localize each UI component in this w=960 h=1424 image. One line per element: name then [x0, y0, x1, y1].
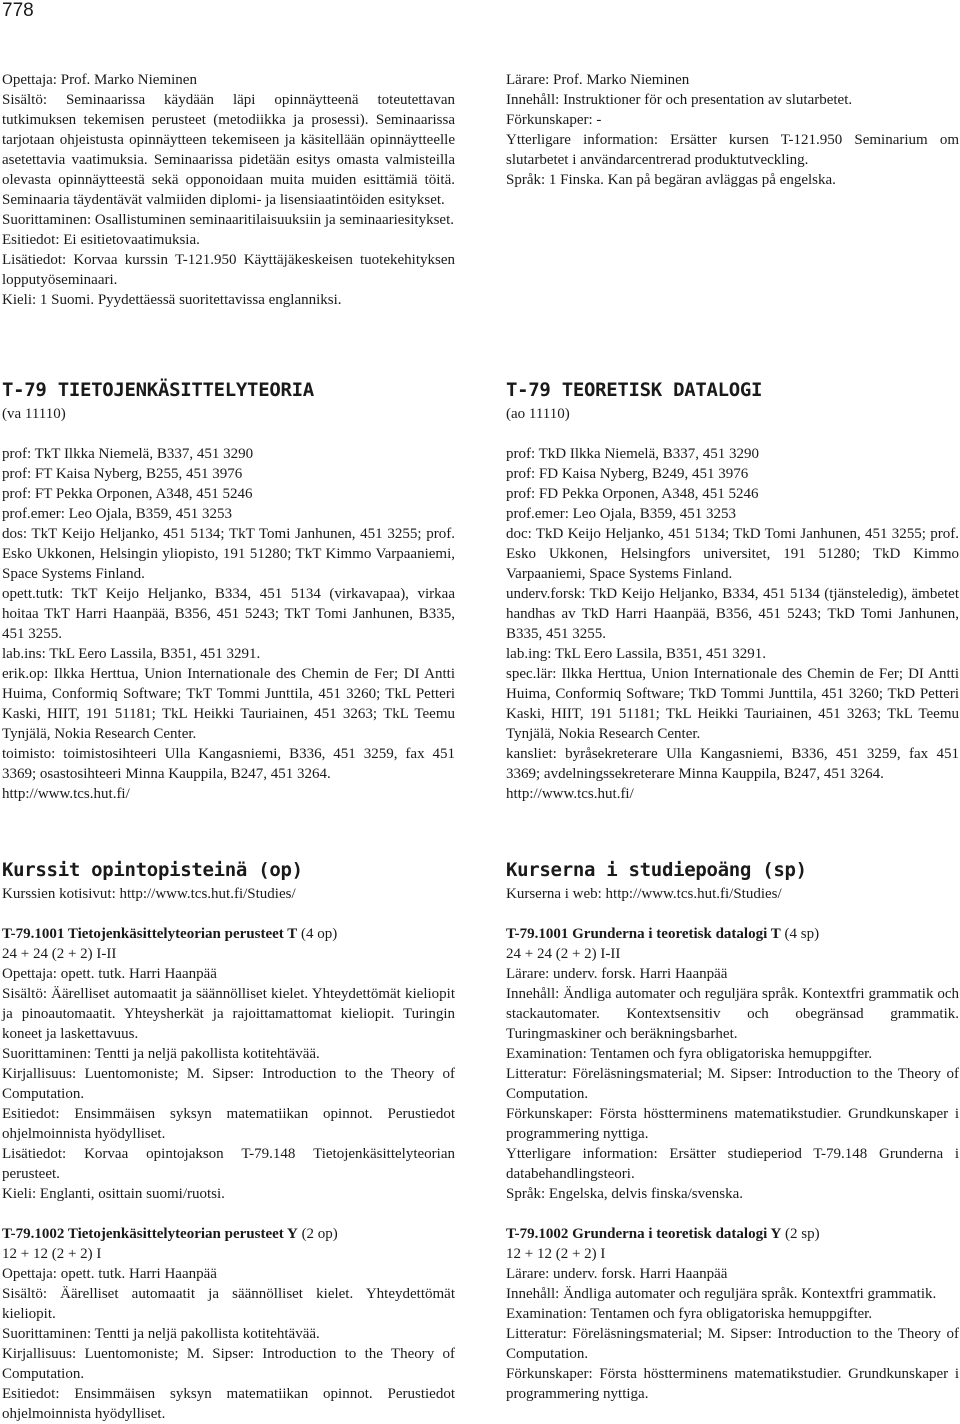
department-heading: T-79 TIETOJENKÄSITTELYTEORIA	[2, 379, 314, 401]
course-credits: (4 op)	[301, 926, 338, 942]
staff-line: erik.op: Ilkka Herttua, Union Internationale des Chemin de Fer; DI Antti Huima, Conformiq Software; TkT Tommi Junttila, 451 3260; TkL Petteri Kaski, HIIT, 191 51181; TkL Heikki Tauriainen, 451 3263; TkL Teemu Tynjälä, Nokia Research Center.	[2, 666, 455, 742]
language-line: Kieli: 1 Suomi. Pyydettäessä suoritettavissa englanniksi.	[2, 292, 342, 308]
office-line: kansliet: byråsekreterare Ulla Kangasniemi, B336, 451 3259, fax 451 3369; avdelningssekreterare Minna Kauppila, B247, 451 3264.	[506, 746, 959, 782]
course-detail-line: Förkunskaper: Första höstterminens matematikstudier. Grundkunskaper i programmering nyttiga.	[506, 1366, 959, 1402]
course-detail-line: 24 + 24 (2 + 2) I-II	[506, 946, 621, 962]
staff-line: doc: TkD Keijo Heljanko, 451 5134; TkD Tomi Janhunen, 451 3255; prof. Esko Ukkonen, Helsingfors universitet, 191 51280; TkD Kimmo Varpaaniemi, Space Systems Finland.	[506, 526, 959, 582]
course-detail-line: Kirjallisuus: Luentomoniste; M. Sipser: Introduction to the Theory of Computation.	[2, 1066, 455, 1102]
staff-line: lab.ins: TkL Eero Lassila, B351, 451 3291.	[2, 646, 261, 662]
additional-info-line: Lisätiedot: Korvaa kurssin T-121.950 Käyttäjäkeskeisen tuotekehityksen lopputyöseminaari.	[2, 252, 455, 288]
website-link[interactable]: http://www.tcs.hut.fi/	[506, 786, 634, 802]
staff-line: prof: FT Kaisa Nyberg, B255, 451 3976	[2, 466, 243, 482]
additional-info-line: Ytterligare information: Ersätter kursen T-121.950 Seminarium om slutarbetet i användarcentrerad produktutveckling.	[506, 132, 959, 168]
courses-block-sv	[506, 858, 959, 1404]
course-title-line	[2, 924, 455, 944]
department-block-sv	[506, 378, 959, 804]
course-title: T-79.1001 Grunderna i teoretisk datalogi T	[506, 926, 781, 942]
staff-line: opett.tutk: TkT Keijo Heljanko, B334, 451 5134 (virkavapaa), virkaa hoitaa TkT Harri Haanpää, B356, 451 5243; TkT Tomi Janhunen, B335, 451 3255.	[2, 586, 455, 642]
teacher-line: Opettaja: Prof. Marko Nieminen	[2, 72, 197, 88]
course-detail-line: Förkunskaper: Första höstterminens matematikstudier. Grundkunskaper i programmering nyttiga.	[506, 1106, 959, 1142]
course-title-line	[506, 1224, 959, 1244]
office-line: toimisto: toimistosihteeri Ulla Kangasniemi, B336, 451 3259, fax 451 3369; osastosihteeri Minna Kauppila, B247, 451 3264.	[2, 746, 455, 782]
staff-line: dos: TkT Keijo Heljanko, 451 5134; TkT Tomi Janhunen, 451 3255; prof. Esko Ukkonen, Helsingin yliopisto, 191 51280; TkT Kimmo Varpaaniemi, Space Systems Finland.	[2, 526, 455, 582]
course-detail-line: Litteratur: Föreläsningsmaterial; M. Sipser: Introduction to the Theory of Computation.	[506, 1066, 959, 1102]
staff-line: prof: TkD Ilkka Niemelä, B337, 451 3290	[506, 446, 760, 462]
course-detail-line: Suorittaminen: Tentti ja neljä pakollista kotitehtävää.	[2, 1046, 320, 1062]
staff-line: prof.emer: Leo Ojala, B359, 451 3253	[2, 506, 232, 522]
course-detail-line: Kirjallisuus: Luentomoniste; M. Sipser: Introduction to the Theory of Computation.	[2, 1346, 455, 1382]
course-detail-line: 24 + 24 (2 + 2) I-II	[2, 946, 117, 962]
course-detail-line: Esitiedot: Ensimmäisen syksyn matematiikan opinnot. Perustiedot ohjelmoinnista hyödylliset.	[2, 1106, 455, 1142]
department-block-fi	[2, 378, 455, 804]
course-detail-line: Innehåll: Ändliga automater och reguljära språk. Kontextfri grammatik och stackautomater. Kontextsensitiv och obegränsad grammatik. Turingmaskiner och beräkningsbarhet.	[506, 986, 959, 1042]
course-detail-line: Sisältö: Äärelliset automaatit ja säännölliset kielet. Yhteydettömät kieliopit ja pinoautomaatit. Yhteysherkät ja rajoittamattomat kieliopit. Turingin koneet ja laskettavuus.	[2, 986, 455, 1042]
course-detail-line: Examination: Tentamen och fyra obligatoriska hemuppgifter.	[506, 1306, 873, 1322]
course-detail-line: Lärare: underv. forsk. Harri Haanpää	[506, 966, 728, 982]
department-heading: T-79 TEORETISK DATALOGI	[506, 379, 763, 401]
course-title: T-79.1002 Tietojenkäsittelyteorian perusteet Y	[2, 1226, 298, 1242]
course-detail-line: Ytterligare information: Ersätter studieperiod T-79.148 Grunderna i databehandlingsteori.	[506, 1146, 959, 1182]
course-detail-line: Esitiedot: Ensimmäisen syksyn matematiikan opinnot. Perustiedot ohjelmoinnista hyödylliset.	[2, 1386, 455, 1422]
course-detail-line: Kieli: Englanti, osittain suomi/ruotsi.	[2, 1186, 225, 1202]
page-number: 778	[2, 0, 34, 21]
staff-line: prof: FT Pekka Orponen, A348, 451 5246	[2, 486, 253, 502]
course-detail-line: Lärare: underv. forsk. Harri Haanpää	[506, 1266, 728, 1282]
course-detail-line: Sisältö: Äärelliset automaatit ja säännölliset kielet. Yhteydettömät kieliopit.	[2, 1286, 455, 1322]
website-link[interactable]: http://www.tcs.hut.fi/	[2, 786, 130, 802]
course-detail-line: Språk: Engelska, delvis finska/svenska.	[506, 1186, 744, 1202]
content-paragraph: Sisältö: Seminaarissa käydään läpi opinnäytteenä toteutettavan tutkimuksen tekemisen perusteet (metodiikka ja prosessi). Seminaarissa tarjotaan ohjeistusta opinnäytteen tekemiseen ja käsitellään opinnäytteelle asetettavia vaatimuksia. Seminaarissa pidetään esitys omasta valmisteilla olevasta opinnäytteestä sekä opponoidaan muita muiden esittämiä töitä. Seminaaria täydentävät valmiiden diplomi- ja lisensiaatintöiden esitykset.	[2, 92, 455, 208]
top-left-block	[2, 70, 455, 310]
course-title: T-79.1001 Tietojenkäsittelyteorian perusteet T	[2, 926, 298, 942]
courses-homepage-line: Kurssien kotisivut: http://www.tcs.hut.fi/Studies/	[2, 886, 296, 902]
course-title-line	[2, 1224, 455, 1244]
course-detail-line: 12 + 12 (2 + 2) I	[2, 1246, 102, 1262]
staff-line: prof: FD Pekka Orponen, A348, 451 5246	[506, 486, 759, 502]
content-line: Innehåll: Instruktioner för och presentation av slutarbetet.	[506, 92, 853, 108]
course-detail-line: 12 + 12 (2 + 2) I	[506, 1246, 606, 1262]
course-detail-line: Lisätiedot: Korvaa opintojakson T-79.148 Tietojenkäsittelyteorian perusteet.	[2, 1146, 455, 1182]
staff-line: spec.lär: Ilkka Herttua, Union Internationale des Chemin de Fer; DI Antti Huima, Conformiq Software; TkD Tommi Junttila, 451 3260; TkD Petteri Kaski, HIIT, 191 51181; TkL Heikki Tauriainen, 451 3263; TkL Teemu Tynjälä, Nokia Research Center.	[506, 666, 959, 742]
course-credits: (2 op)	[301, 1226, 338, 1242]
completion-line: Suorittaminen: Osallistuminen seminaaritilaisuuksiin ja seminaariesitykset.	[2, 212, 455, 228]
course-detail-line: Suorittaminen: Tentti ja neljä pakollista kotitehtävää.	[2, 1326, 320, 1342]
course-detail-line: Litteratur: Föreläsningsmaterial; M. Sipser: Introduction to the Theory of Computation.	[506, 1326, 959, 1362]
course-detail-line: Opettaja: opett. tutk. Harri Haanpää	[2, 1266, 217, 1282]
staff-line: prof: FD Kaisa Nyberg, B249, 451 3976	[506, 466, 749, 482]
courses-homepage-line: Kurserna i web: http://www.tcs.hut.fi/Studies/	[506, 886, 782, 902]
staff-line: lab.ing: TkL Eero Lassila, B351, 451 3291.	[506, 646, 766, 662]
staff-line: prof.emer: Leo Ojala, B359, 451 3253	[506, 506, 736, 522]
course-credits: (2 sp)	[785, 1226, 820, 1242]
department-code: (ao 11110)	[506, 406, 570, 422]
course-credits: (4 sp)	[784, 926, 820, 942]
course-detail-line: Innehåll: Ändliga automater och reguljära språk. Kontextfri grammatik.	[506, 1286, 937, 1302]
course-detail-line: Opettaja: opett. tutk. Harri Haanpää	[2, 966, 217, 982]
prerequisites-line: Esitiedot: Ei esitietovaatimuksia.	[2, 232, 200, 248]
teacher-line: Lärare: Prof. Marko Nieminen	[506, 72, 690, 88]
course-title: T-79.1002 Grunderna i teoretisk datalogi Y	[506, 1226, 782, 1242]
language-line: Språk: 1 Finska. Kan på begäran avläggas på engelska.	[506, 172, 836, 188]
courses-block-fi	[2, 858, 455, 1424]
courses-heading: Kurssit opintopisteinä (op)	[2, 859, 303, 881]
staff-line: underv.forsk: TkD Keijo Heljanko, B334, 451 5134 (tjänsteledig), ämbetet handhas av TkD Harri Haanpää, B356, 451 5243; TkD Tomi Janhunen, B335, 451 3255.	[506, 586, 959, 642]
course-title-line	[506, 924, 959, 944]
department-code: (va 11110)	[2, 406, 66, 422]
prerequisites-line: Förkunskaper: -	[506, 112, 602, 128]
courses-heading: Kurserna i studiepoäng (sp)	[506, 859, 807, 881]
top-right-block	[506, 70, 959, 190]
course-detail-line: Examination: Tentamen och fyra obligatoriska hemuppgifter.	[506, 1046, 873, 1062]
staff-line: prof: TkT Ilkka Niemelä, B337, 451 3290	[2, 446, 254, 462]
